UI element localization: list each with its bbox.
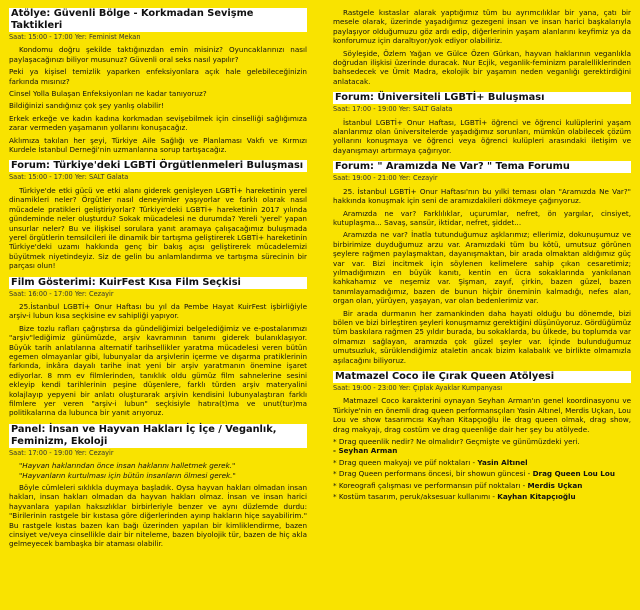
section-panel-continued [333, 8, 631, 86]
bullet-person: Merdis Uçkan [527, 480, 583, 490]
paragraph: Erkek erkeğe ve kadın kadına korkmadan sevişebilmek için cinselliği sağlığımıza zarar vermeden yaşamanın yollarını konuşacağız. [9, 113, 307, 133]
quote: "Hayvan haklarından önce insan haklarını halletmek gerek." [19, 461, 236, 471]
bullet-item [333, 492, 631, 501]
paragraph: 25.İstanbul LGBTİ+ Onur Haftası bu yıl da Pembe Hayat KuirFest işbirliğiyle arşiv-i lubun kısa seçkisine ev sahipliği yapıyor. [9, 301, 307, 321]
section-matmazel-coco [333, 371, 631, 501]
bullet-item [333, 437, 631, 456]
section-kuirfest [9, 277, 307, 418]
paragraph: Bize tozlu rafları çağrıştırsa da gündeliğimizi belgelediğimiz ve e-postalarımızı "arşiv"lediğimiz günümüzde, arşiv kavramının tanımı giderek bulanıklaşıyor. Büyük tarih anlatılarına alternatif tarihsellikler yaratma mücadelesi veren bütün egemen olmayanlar gibi, lubunyalar da arşivlerin içerme ve dışarma pratiklerinin farkında, inkâra dayalı tarihe inat yeni bir arşiv yaratmanın önemine işaret ediyorlar. 8 mm ev filmlerinden, tanıklık oldu gümüz film sahnelerine sesini ekleyip kendi tarihlerinin peşine düşenlere, farklı türden arşiv materyalini kolajlayıp yepyeni bir anlatı oluşturarak arşivin kendisini lubunyalaştıran farklı filmlere yer veren "arşiv-i lubun" seçkisiyle hatıra(t)ma ve unut(tur)ma politikalarına da lubunca bir yanıt arıyoruz. [9, 323, 307, 418]
paragraph: İstanbul LGBTİ+ Onur Haftası, LGBTİ+ öğrenci ve öğrenci kulüplerini yaşam alanlarımız olan üniversitelerde yaşadığımız sorunları, mümkün olabilecek çözüm yollarını konuşmaya ve öğrenci veya öğrenci kulüpleri arasındaki iletişim ve dayanışmayı artırmaya çağırıyor. [333, 117, 631, 155]
quote: "Hayvanların kurtulması için bütün insanların ölmesi gerek." [19, 470, 236, 480]
paragraph: Peki ya kişisel temizlik yaparken enfeksiyonlara açık hale gelebileceğinizin farkında mısınız? [9, 67, 307, 86]
bullet-item [333, 481, 631, 490]
section-title: Matmazel Coco ile Çırak Queen Atölyesi [333, 371, 631, 383]
paragraph: Matmazel Coco karakterini oynayan Seyhan Arman'ın genel koordinasyonu ve Türkiye'nin en önemli drag queen performansçıları Yasin Altınel, Merdis Uçkan, Lou Lou ve show tasarımcısı Kayhan Kitapçıoğlu ile drag queen olmak, drag show, drag makyajı, drag costüm ve drag queenliğe dair her şey bu atölyede. [333, 396, 631, 434]
section-guvenli-bolge [9, 8, 307, 154]
section-title: Atölye: Güvenli Bölge - Korkmadan Sevişme Taktikleri [9, 8, 307, 32]
bullet-text: * Koreografi çalışması ve performansın püf noktaları - [333, 480, 528, 490]
bullet-item [333, 458, 631, 467]
section-lgbti-orgutlenmeleri [9, 160, 307, 270]
paragraph: 25. İstanbul LGBTİ+ Onur Haftası'nın bu yılki teması olan "Aramızda Ne Var?" hakkında konuşmak için seni de aramızdakileri dökmeye çağırıyoruz. [333, 186, 631, 206]
bullet-text: * Drag Queen performans öncesi, bir showun güncesi - [333, 469, 533, 479]
bullet-item [333, 469, 631, 478]
section-title: Film Gösterimi: KuirFest Kısa Film Seçkisi [9, 277, 307, 289]
bullet-person: Kayhan Kitapçıoğlu [497, 492, 576, 502]
section-meta: Saat: 19:00 - 23:00 Yer: Çıplak Ayaklar Kumpanyası [333, 384, 503, 392]
section-meta: Saat: 15:00 - 17:00 Yer: SALT Galata [9, 173, 129, 182]
section-title: Forum: Türkiye'deki LGBTİ Örgütlenmeleri Buluşması [9, 160, 307, 172]
paragraph: Kondomu doğru şekilde taktığınızdan emin misiniz? Oyuncaklarınızı nasıl paylaşacağınızı biliyor musunuz? Güvenli oral seks nasıl yapılır? [9, 45, 307, 64]
paragraph: Aklımıza takılan her şeyi, Türkiye Aile Sağlığı ve Planlaması Vakfı ve Kırmızı Kurdele İstanbul Derneği'nin uzmanlarına sorup tartışacağız. [9, 135, 307, 155]
section-meta: Saat: 15:00 - 17:00 Yer: Feminist Mekan [9, 33, 141, 41]
section-title: Forum: " Aramızda Ne Var? " Tema Forumu [333, 161, 631, 173]
paragraph: Böyle cümleleri sıklıkla duymaya başladık. Oysa hayvan hakları olmadan insan hakları, insan hakları olmadan da hayvan hakları olmaz. İnsan ve insan harici hayvanlara yapılan haksızlıklar birbirleriyle benzer ve aynı düzlemde durdu: "Birilerinin rastgele bir kıstasa göre diğerlerinden ayırıp hakların hiçe sayabilirim." Bu rastgele kıstas bazen kan bağı üzerinden yapılan bir kimliklendirme, bazen cinsiyet ve/veya cinsellikle dair bir niteleme, bazen biyolojik tür, bazen de hiç akla gelmeyecek bambaşka bir ataması olabilir. [9, 483, 307, 549]
section-title: Panel: İnsan ve Hayvan Hakları İç İçe / Veganlık, Feminizm, Ekoloji [9, 424, 307, 448]
paragraph: Bildiğinizi sandığınız çok şey yanlış olabilir! [9, 101, 165, 111]
paragraph: Bir arada durmanın her zamankinden daha hayati olduğu bu dönemde, bizi bölen ve bizi birleştiren şeyleri konuşmamız gerektiğini düşünüyoruz. Gördüğümüz tüm baskılara rağmen 25 yıldır burada, bu sokaklarda, bu ülkede, bu toplumda var olmamızı sağlayan, aramızda çok güzel şeyler var. İçinde bulunduğumuz umutsuzluk, sürüklendiğimiz ataletin ancak bizim kalabalık ve birlikte olmamızla aşılacağını biliyoruz. [333, 308, 631, 365]
paragraph: Aramızda ne var? İnatla tutunduğumuz aşklarımız; ellerimiz, dokunuşumuz ve birbirimize duyduğumuz arzu var. Aramızdaki tüm bu kötü, umutsuz görünen şeylere rağmen paylaşmaktan, dayanışmaktan, bir arada olmaktan aldığımız güç var var. Bizi incitmek için söylenen kelimelere sahip çıkan cesaretimiz; yılmadığımızın en büyük kanıtı, kentin en ücra sokaklarında yankılanan kahkahamız ve neşemiz var. Şişman, zayıf, çirkin, bazen güzel, bazen tanımlayamadığımız, bazen de bunun hiçbir öneminin kalmadığı, nefes alan, organ olan, yürüyen, yaşayan, var olan bedenlerimiz var. [333, 230, 631, 306]
paragraph: Rastgele kıstaslar alarak yaptığımız tüm bu ayrımcılıklar bir yana, çatı bir mesele olarak, üzerinde yaşadığımız gezegeni insan ve insan harici başkalarıyla paylaşıyor olduğumuzu göz ardı edip, diğerlerinin yaşam alanlarını keyfimiz ya da konforumuz için daraltıyor/yok ediyor olabiliriz. [333, 8, 631, 46]
section-meta: Saat: 17:00 - 19:00 Yer: Cezayir [9, 448, 114, 457]
bullet-text: * Drag queenlik nedir? Ne olmalıdır? Geçmişte ve günümüzdeki yeri. [333, 437, 580, 447]
bullet-person: Drag Queen Lou Lou [532, 469, 615, 479]
section-meta: Saat: 17:00 - 19:00 Yer: SALT Galata [333, 105, 453, 114]
section-universiteli [333, 92, 631, 155]
bullet-text: * Drag queen makyajı ve püf noktaları - [333, 457, 478, 467]
section-insan-hayvan-haklari [9, 424, 307, 549]
bullet-person: - Seyhan Arman [333, 446, 398, 456]
paragraph: Aramızda ne var? Farklılıklar, uçurumlar, nefret, ön yargılar, cinsiyet, kutuplaşma... Savaş, sansür, iktidar, nefret, şiddet... [333, 208, 631, 227]
bullet-text: * Kostüm tasarım, peruk/aksesuar kullanımı - [333, 492, 498, 502]
left-column [9, 8, 307, 606]
paragraph: Türkiye'de etki gücü ve etki alanı giderek genişleyen LGBTİ+ hareketinin yerel dinamikleri neler? Örgütler nasıl deneyimler yaşıyorlar ve farklı olarak nasıl mücadele pratikleri geliştiriyorlar? Türkiye'deki LGBTİ+ hareketinin 2017 yılında gündeminde neler oluşturdu? Sokak mücadelesi ne durumda? Yereli 'yerel' yapan unsurlar neler? Bu ve ilişkisel sorulara yanıt aramaya çalışacağımız buluşmada yerel örgütlerin temsilcileri ile dinamik bir tartışma geliştirerek LGBTİ+ hareketinin Türkiye'deki uzamı hakkında genç bir bakış açısı geliştirerek mücadelemizi büyütmek niyetindeyiz. Siz de gelin bu anlamlandırma ve tartışma sürecinin bir parçası olun! [9, 185, 307, 271]
paragraph: Cinsel Yolla Bulaşan Enfeksiyonları ne kadar tanıyoruz? [9, 89, 207, 99]
bullet-person: Yasin Altınel [477, 457, 528, 467]
section-meta: Saat: 19:00 - 21:00 Yer: Cezayir [333, 174, 438, 183]
paragraph: Söyleşide, Özlem Yağan ve Gülce Özen Gürkan, hayvan haklarının veganlıkla doğrudan ilişkisi üzerinde duracak. Nur Ecjik, veganlik-feminizm paralelliklerinden bahsedecek ve Ümit Madra, ekolojik bir yaşamın neden veganlığı gerektirdiğini anlatacak. [333, 48, 631, 86]
section-title: Forum: Üniversiteli LGBTİ+ Buluşması [333, 92, 631, 104]
right-column [333, 8, 631, 606]
section-meta: Saat: 16:00 - 17:00 Yer: Cezayir [9, 289, 114, 298]
section-aramizda-ne-var [333, 161, 631, 365]
